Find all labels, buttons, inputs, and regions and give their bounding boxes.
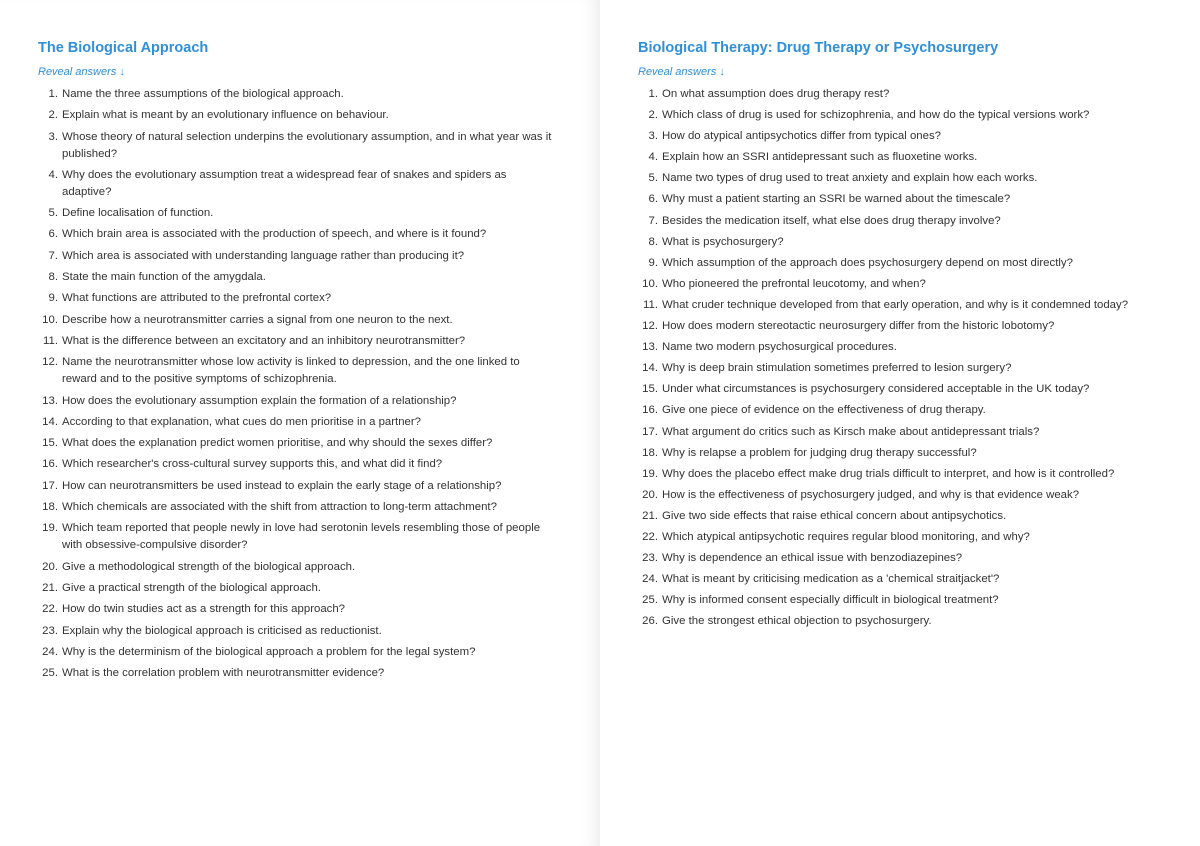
question-item bbox=[38, 644, 598, 661]
question-number: 15. bbox=[642, 383, 658, 396]
right-reveal-answers-link[interactable]: Reveal answers ↓ bbox=[638, 66, 725, 78]
question-item bbox=[38, 478, 598, 495]
question-text: Which atypical antipsychotic requires regular blood monitoring, and why? bbox=[662, 530, 1030, 543]
question-number: 22. bbox=[642, 530, 658, 543]
question-item bbox=[38, 665, 598, 682]
question-item bbox=[38, 435, 598, 452]
question-item bbox=[38, 205, 598, 222]
question-number: 8. bbox=[48, 271, 58, 284]
question-text: Name the neurotransmitter whose low activity is linked to depression, and the one linked to reward and to the positive symptoms of schizophrenia. bbox=[62, 356, 520, 386]
question-number: 13. bbox=[642, 341, 658, 354]
question-item bbox=[38, 107, 598, 124]
question-item bbox=[38, 226, 598, 243]
question-number: 6. bbox=[648, 193, 658, 206]
question-text: Why is the determinism of the biological approach a problem for the legal system? bbox=[62, 645, 476, 658]
question-text: Name the three assumptions of the biological approach. bbox=[62, 88, 344, 100]
question-text: Explain what is meant by an evolutionary influence on behaviour. bbox=[62, 109, 389, 122]
question-item bbox=[638, 149, 1200, 166]
question-number: 3. bbox=[48, 130, 58, 143]
question-number: 5. bbox=[48, 207, 58, 220]
question-text: What is the difference between an excitatory and an inhibitory neurotransmitter? bbox=[62, 334, 466, 347]
question-item bbox=[638, 360, 1200, 377]
question-text: How do atypical antipsychotics differ from typical ones? bbox=[662, 130, 941, 143]
question-number: 17. bbox=[642, 425, 658, 438]
question-item bbox=[38, 248, 598, 265]
question-text: Which team reported that people newly in love had serotonin levels resembling those of people with obsessive-compulsive disorder? bbox=[62, 522, 541, 552]
question-item bbox=[638, 508, 1200, 525]
question-text: Define localisation of function. bbox=[62, 207, 214, 220]
question-text: Whose theory of natural selection underpins the evolutionary assumption, and in what year was it published? bbox=[62, 130, 552, 160]
question-number: 12. bbox=[642, 320, 658, 333]
question-number: 22. bbox=[42, 603, 58, 616]
question-text: Explain why the biological approach is criticised as reductionist. bbox=[62, 624, 382, 637]
question-text: Give the strongest ethical objection to psychosurgery. bbox=[662, 615, 932, 628]
question-number: 12. bbox=[42, 356, 58, 369]
question-item bbox=[38, 333, 598, 350]
question-item bbox=[638, 86, 1200, 103]
question-text: How does modern stereotactic neurosurgery differ from the historic lobotomy? bbox=[662, 320, 1055, 333]
question-text: Why is informed consent especially difficult in biological treatment? bbox=[662, 594, 999, 607]
question-item bbox=[638, 170, 1200, 187]
question-text: How do twin studies act as a strength for this approach? bbox=[62, 603, 346, 616]
question-text: Why does the evolutionary assumption treat a widespread fear of snakes and spiders as adaptive? bbox=[62, 168, 507, 198]
left-reveal-answers-link[interactable]: Reveal answers ↓ bbox=[38, 66, 125, 78]
question-number: 1. bbox=[48, 88, 58, 100]
question-text: Give two side effects that raise ethical concern about antipsychotics. bbox=[662, 509, 1007, 522]
question-number: 14. bbox=[642, 362, 658, 375]
question-text: How can neurotransmitters be used instead to explain the early stage of a relationship? bbox=[62, 479, 502, 492]
question-text: Explain how an SSRI antidepressant such as fluoxetine works. bbox=[662, 151, 978, 164]
question-text: Why must a patient starting an SSRI be warned about the timescale? bbox=[662, 193, 1011, 206]
question-number: 16. bbox=[642, 404, 658, 417]
question-number: 11. bbox=[43, 334, 58, 347]
question-number: 5. bbox=[648, 172, 658, 185]
question-text: Besides the medication itself, what else does drug therapy involve? bbox=[662, 214, 1001, 227]
question-text: What does the explanation predict women prioritise, and why should the sexes differ? bbox=[62, 437, 493, 450]
left-page-title: The Biological Approach bbox=[38, 40, 209, 56]
question-number: 18. bbox=[42, 501, 58, 514]
right-page-title: Biological Therapy: Drug Therapy or Psychosurgery bbox=[638, 40, 999, 56]
question-item bbox=[638, 466, 1200, 483]
question-text: What cruder technique developed from that early operation, and why is it condemned today? bbox=[662, 298, 1129, 311]
question-item bbox=[38, 269, 598, 286]
question-text: On what assumption does drug therapy rest? bbox=[662, 88, 890, 100]
question-number: 3. bbox=[648, 130, 658, 143]
question-item bbox=[38, 167, 598, 201]
question-number: 1. bbox=[648, 88, 658, 100]
question-number: 26. bbox=[642, 615, 658, 628]
question-item bbox=[38, 520, 598, 554]
question-item bbox=[638, 339, 1200, 356]
question-item bbox=[638, 613, 1200, 630]
question-number: 19. bbox=[42, 522, 58, 535]
question-item bbox=[638, 318, 1200, 335]
question-item bbox=[638, 381, 1200, 398]
question-number: 9. bbox=[648, 256, 658, 269]
question-text: What is meant by criticising medication as a 'chemical straitjacket'? bbox=[662, 573, 1000, 586]
question-item bbox=[638, 213, 1200, 230]
question-text: What functions are attributed to the prefrontal cortex? bbox=[62, 292, 332, 305]
question-number: 17. bbox=[42, 479, 58, 492]
question-number: 4. bbox=[48, 168, 58, 181]
question-text: Why is dependence an ethical issue with benzodiazepines? bbox=[662, 552, 963, 565]
question-item bbox=[638, 402, 1200, 419]
question-number: 10. bbox=[642, 277, 658, 290]
left-page bbox=[0, 0, 598, 846]
question-item bbox=[38, 456, 598, 473]
question-item bbox=[638, 234, 1200, 251]
question-item bbox=[638, 276, 1200, 293]
right-page bbox=[600, 0, 1200, 846]
right-question-list bbox=[638, 86, 1200, 630]
question-number: 25. bbox=[42, 667, 58, 680]
question-text: What is the correlation problem with neurotransmitter evidence? bbox=[62, 667, 385, 680]
question-text: According to that explanation, what cues do men prioritise in a partner? bbox=[62, 415, 422, 428]
question-number: 2. bbox=[648, 109, 658, 122]
question-text: Give one piece of evidence on the effectiveness of drug therapy. bbox=[662, 404, 986, 417]
question-item bbox=[638, 191, 1200, 208]
question-text: Which class of drug is used for schizophrenia, and how do the typical versions work? bbox=[662, 109, 1090, 122]
question-text: Give a practical strength of the biological approach. bbox=[62, 581, 321, 594]
question-text: What is psychosurgery? bbox=[662, 235, 784, 248]
question-text: Who pioneered the prefrontal leucotomy, and when? bbox=[662, 277, 926, 290]
question-item bbox=[38, 290, 598, 307]
question-item bbox=[38, 623, 598, 640]
question-item bbox=[638, 550, 1200, 567]
question-number: 18. bbox=[642, 446, 658, 459]
question-number: 13. bbox=[42, 394, 58, 407]
question-item bbox=[638, 297, 1200, 314]
question-number: 16. bbox=[42, 458, 58, 471]
question-item bbox=[38, 559, 598, 576]
question-item bbox=[38, 499, 598, 516]
question-number: 14. bbox=[42, 415, 58, 428]
question-item bbox=[638, 592, 1200, 609]
question-item bbox=[638, 424, 1200, 441]
question-number: 23. bbox=[642, 552, 658, 565]
question-item bbox=[638, 571, 1200, 588]
left-question-list bbox=[38, 86, 598, 682]
question-item bbox=[38, 580, 598, 597]
question-number: 8. bbox=[648, 235, 658, 248]
question-item bbox=[38, 354, 598, 388]
question-text: Give a methodological strength of the biological approach. bbox=[62, 560, 356, 573]
question-number: 24. bbox=[42, 645, 58, 658]
question-number: 11. bbox=[643, 298, 658, 311]
question-number: 19. bbox=[642, 467, 658, 480]
question-number: 15. bbox=[42, 437, 58, 450]
question-item bbox=[638, 487, 1200, 504]
question-item bbox=[38, 414, 598, 431]
question-number: 2. bbox=[48, 109, 58, 122]
question-item bbox=[38, 312, 598, 329]
question-number: 24. bbox=[642, 573, 658, 586]
question-item bbox=[638, 128, 1200, 145]
question-number: 6. bbox=[48, 228, 58, 241]
question-text: Name two modern psychosurgical procedures. bbox=[662, 341, 897, 354]
question-text: Name two types of drug used to treat anxiety and explain how each works. bbox=[662, 172, 1038, 185]
question-item bbox=[38, 393, 598, 410]
question-item bbox=[38, 601, 598, 618]
question-text: Under what circumstances is psychosurgery considered acceptable in the UK today? bbox=[662, 383, 1090, 396]
question-number: 21. bbox=[42, 581, 58, 594]
question-text: How is the effectiveness of psychosurgery judged, and why is that evidence weak? bbox=[662, 488, 1080, 501]
question-text: Which assumption of the approach does psychosurgery depend on most directly? bbox=[662, 256, 1073, 269]
question-text: Why does the placebo effect make drug trials difficult to interpret, and how is it controlled? bbox=[662, 467, 1115, 480]
question-text: Describe how a neurotransmitter carries a signal from one neuron to the next. bbox=[62, 313, 453, 326]
question-text: How does the evolutionary assumption explain the formation of a relationship? bbox=[62, 394, 457, 407]
question-number: 10. bbox=[42, 313, 58, 326]
question-text: Which brain area is associated with the production of speech, and where is it found? bbox=[62, 228, 487, 241]
question-number: 7. bbox=[48, 249, 58, 262]
question-number: 7. bbox=[648, 214, 658, 227]
question-text: What argument do critics such as Kirsch make about antidepressant trials? bbox=[662, 425, 1040, 438]
question-number: 9. bbox=[48, 292, 58, 305]
question-number: 25. bbox=[642, 594, 658, 607]
question-item bbox=[38, 129, 598, 163]
question-number: 4. bbox=[648, 151, 658, 164]
question-item bbox=[638, 529, 1200, 546]
question-item bbox=[38, 86, 598, 103]
question-text: State the main function of the amygdala. bbox=[62, 271, 266, 284]
question-item bbox=[638, 445, 1200, 462]
question-number: 20. bbox=[642, 488, 658, 501]
question-item bbox=[638, 107, 1200, 124]
question-number: 21. bbox=[642, 509, 658, 522]
question-text: Which researcher's cross-cultural survey supports this, and what did it find? bbox=[62, 458, 443, 471]
question-text: Why is deep brain stimulation sometimes preferred to lesion surgery? bbox=[662, 362, 1012, 375]
question-number: 20. bbox=[42, 560, 58, 573]
question-text: Why is relapse a problem for judging drug therapy successful? bbox=[662, 446, 977, 459]
question-text: Which chemicals are associated with the shift from attraction to long-term attachment? bbox=[62, 501, 497, 514]
question-text: Which area is associated with understanding language rather than producing it? bbox=[62, 249, 465, 262]
question-number: 23. bbox=[42, 624, 58, 637]
question-item bbox=[638, 255, 1200, 272]
